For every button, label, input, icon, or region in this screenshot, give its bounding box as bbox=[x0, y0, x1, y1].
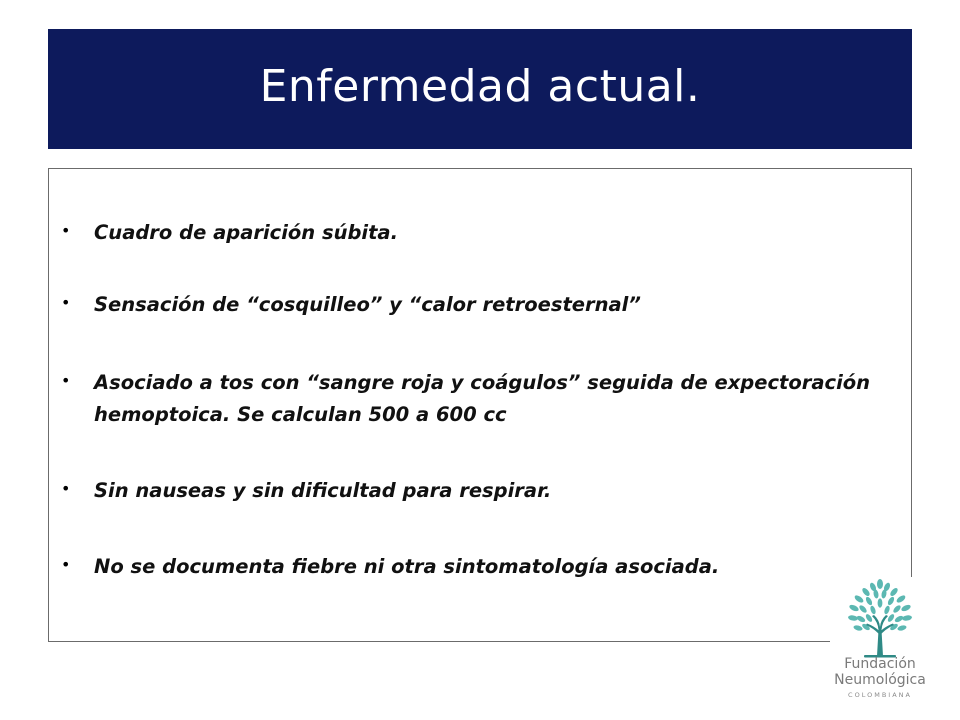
logo-name-line2: Neumológica bbox=[834, 672, 926, 688]
bullet-icon: • bbox=[61, 479, 71, 498]
content-box bbox=[48, 168, 912, 642]
title-bar bbox=[48, 29, 912, 149]
logo-subtitle: COLOMBIANA bbox=[848, 691, 912, 699]
logo-name-line1: Fundación bbox=[844, 656, 916, 672]
bullet-text: Cuadro de aparición súbita. bbox=[94, 221, 398, 244]
slide-title: Enfermedad actual. bbox=[259, 60, 701, 112]
bullet-text: Asociado a tos con “sangre roja y coágulos” seguida de expectoración hemoptoica. Se calculan 500 a 600 cc bbox=[94, 371, 871, 426]
bullet-icon: • bbox=[61, 293, 71, 312]
bullet-text: No se documenta fiebre ni otra sintomatología asociada. bbox=[94, 555, 720, 578]
bullet-icon: • bbox=[61, 371, 71, 390]
logo bbox=[828, 578, 932, 710]
bullet-icon: • bbox=[61, 221, 71, 240]
bullet-text: Sin nauseas y sin dificultad para respirar. bbox=[94, 479, 552, 502]
tree-icon bbox=[840, 578, 920, 658]
bullet-icon: • bbox=[61, 555, 71, 574]
bullet-text: Sensación de “cosquilleo” y “calor retroesternal” bbox=[94, 293, 641, 316]
